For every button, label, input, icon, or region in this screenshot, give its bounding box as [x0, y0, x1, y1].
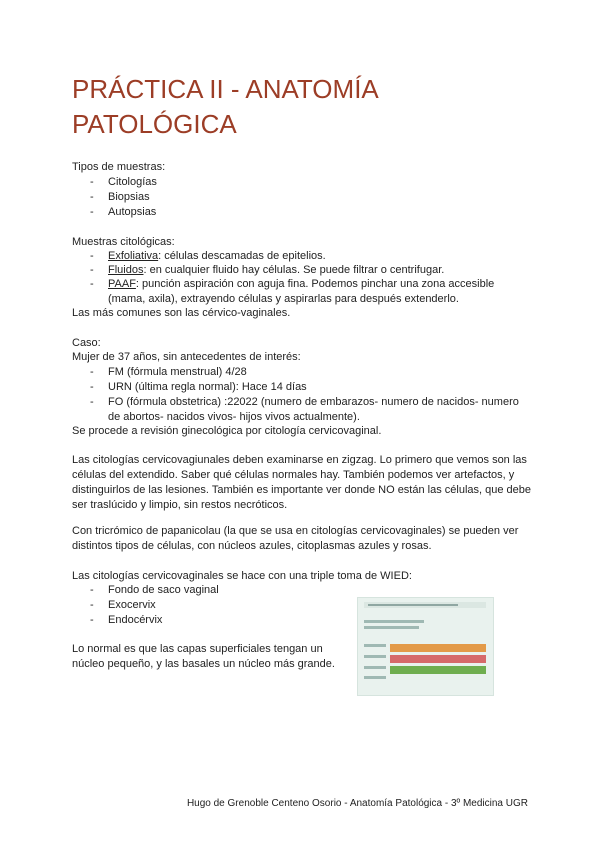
page-title: PRÁCTICA II - ANATOMÍA PATOLÓGICA: [72, 74, 378, 139]
slide-line: [364, 620, 424, 623]
slide-strip: [390, 666, 486, 674]
term: PAAF: [108, 278, 136, 290]
document-page: PRÁCTICA II - ANATOMÍA PATOLÓGICA Tipos de muestras: - Citologías - Biopsias - Autopsias Muestras citológicas: - Exfoliativa: células descamadas de epitelios. - Fluidos: en cualquier fluido hay células. Se puede filtrar o centrifugar. - PAAF: punción aspiración con aguja fina. Podemos pinchar una zona accesible (mama, axila), extrayendo células y aspirarlas para después extenderlo. Las más comunes son las cérvico-vaginales. Caso: Mujer de 37 años, sin antecedentes de interés: - FM (fórmula menstrual) 4/28 - URN (última regla normal): Hace 14 días - FO (fórmula obstetrica) :22022 (numero de embarazos- numero de nacidos- numero de abortos- nacidos vivos- hijos vivos actualmente). Se procede a revisión ginecológica por citología cervicovaginal. Las citologías cervicovagiunales deben examinarse en zigzag. Lo primero que vemos son las células del extendido. Saber qué células normales hay. También podemos ver artefactos, y distinguirlos de las lesiones. También es importante ver donde NO están las células, que debe ser traslúcido y limpio, sin restos necróticos. Con tricrómico de papanicolau (la que se usa en citologías cervicovaginales) se pueden ver distintos tipos de células, con núcleos azules, citoplasmas azules y rosas. Las citologías cervicovaginales se hace con una triple toma de WIED: - Fondo de saco vaginal - Exocervix - Endocérvix Lo normal es que las capas superficiales tengan un núcleo pequeño, y las basales un núcleo más grande. Hugo de Grenoble Centeno Osorio - Anatomía Patológica - 3º Medicina UGR: [72, 74, 532, 809]
slide-line: [368, 604, 458, 606]
case-procedure: Se procede a revisión ginecológica por citología cervicovaginal.: [72, 425, 382, 437]
slide-strip: [390, 644, 486, 652]
case-heading: Caso:: [72, 337, 101, 349]
page-footer: Hugo de Grenoble Centeno Osorio - Anatomía Patológica - 3º Medicina UGR: [186, 798, 528, 809]
slide-line: [364, 644, 386, 647]
slide-photo: [357, 597, 494, 696]
wied-heading: Las citologías cervicovaginales se hace con una triple toma de WIED:: [72, 570, 412, 582]
slide-line: [364, 666, 386, 669]
paragraph: Lo normal es que las capas superficiales tengan un núcleo pequeño, y las basales un núcleo más grande.: [72, 643, 335, 670]
term: Fluidos: [108, 264, 144, 276]
slide-line: [364, 655, 386, 658]
cytology-note: Las más comunes son las cérvico-vaginales.: [72, 307, 291, 319]
cytology-heading: Muestras citológicas:: [72, 236, 175, 248]
case-intro: Mujer de 37 años, sin antecedentes de interés:: [72, 351, 301, 363]
paragraph: Con tricrómico de papanicolau (la que se usa en citologías cervicovaginales) se pueden ver distintos tipos de células, con núcleos azules, citoplasmas azules y rosas.: [72, 525, 519, 552]
term: Exfoliativa: [108, 250, 159, 262]
slide-line: [364, 626, 419, 629]
paragraph: Las citologías cervicovagiunales deben examinarse en zigzag. Lo primero que vemos son las células del extendido. Saber qué células normales hay. También podemos ver artefactos, y distinguirlos de las lesiones. También es importante ver donde NO están las células, que debe ser traslúcido y limpio, sin restos necróticos.: [72, 454, 532, 511]
sample-types-heading: Tipos de muestras:: [72, 161, 166, 173]
slide-line: [364, 676, 386, 679]
slide-strip: [390, 655, 486, 663]
